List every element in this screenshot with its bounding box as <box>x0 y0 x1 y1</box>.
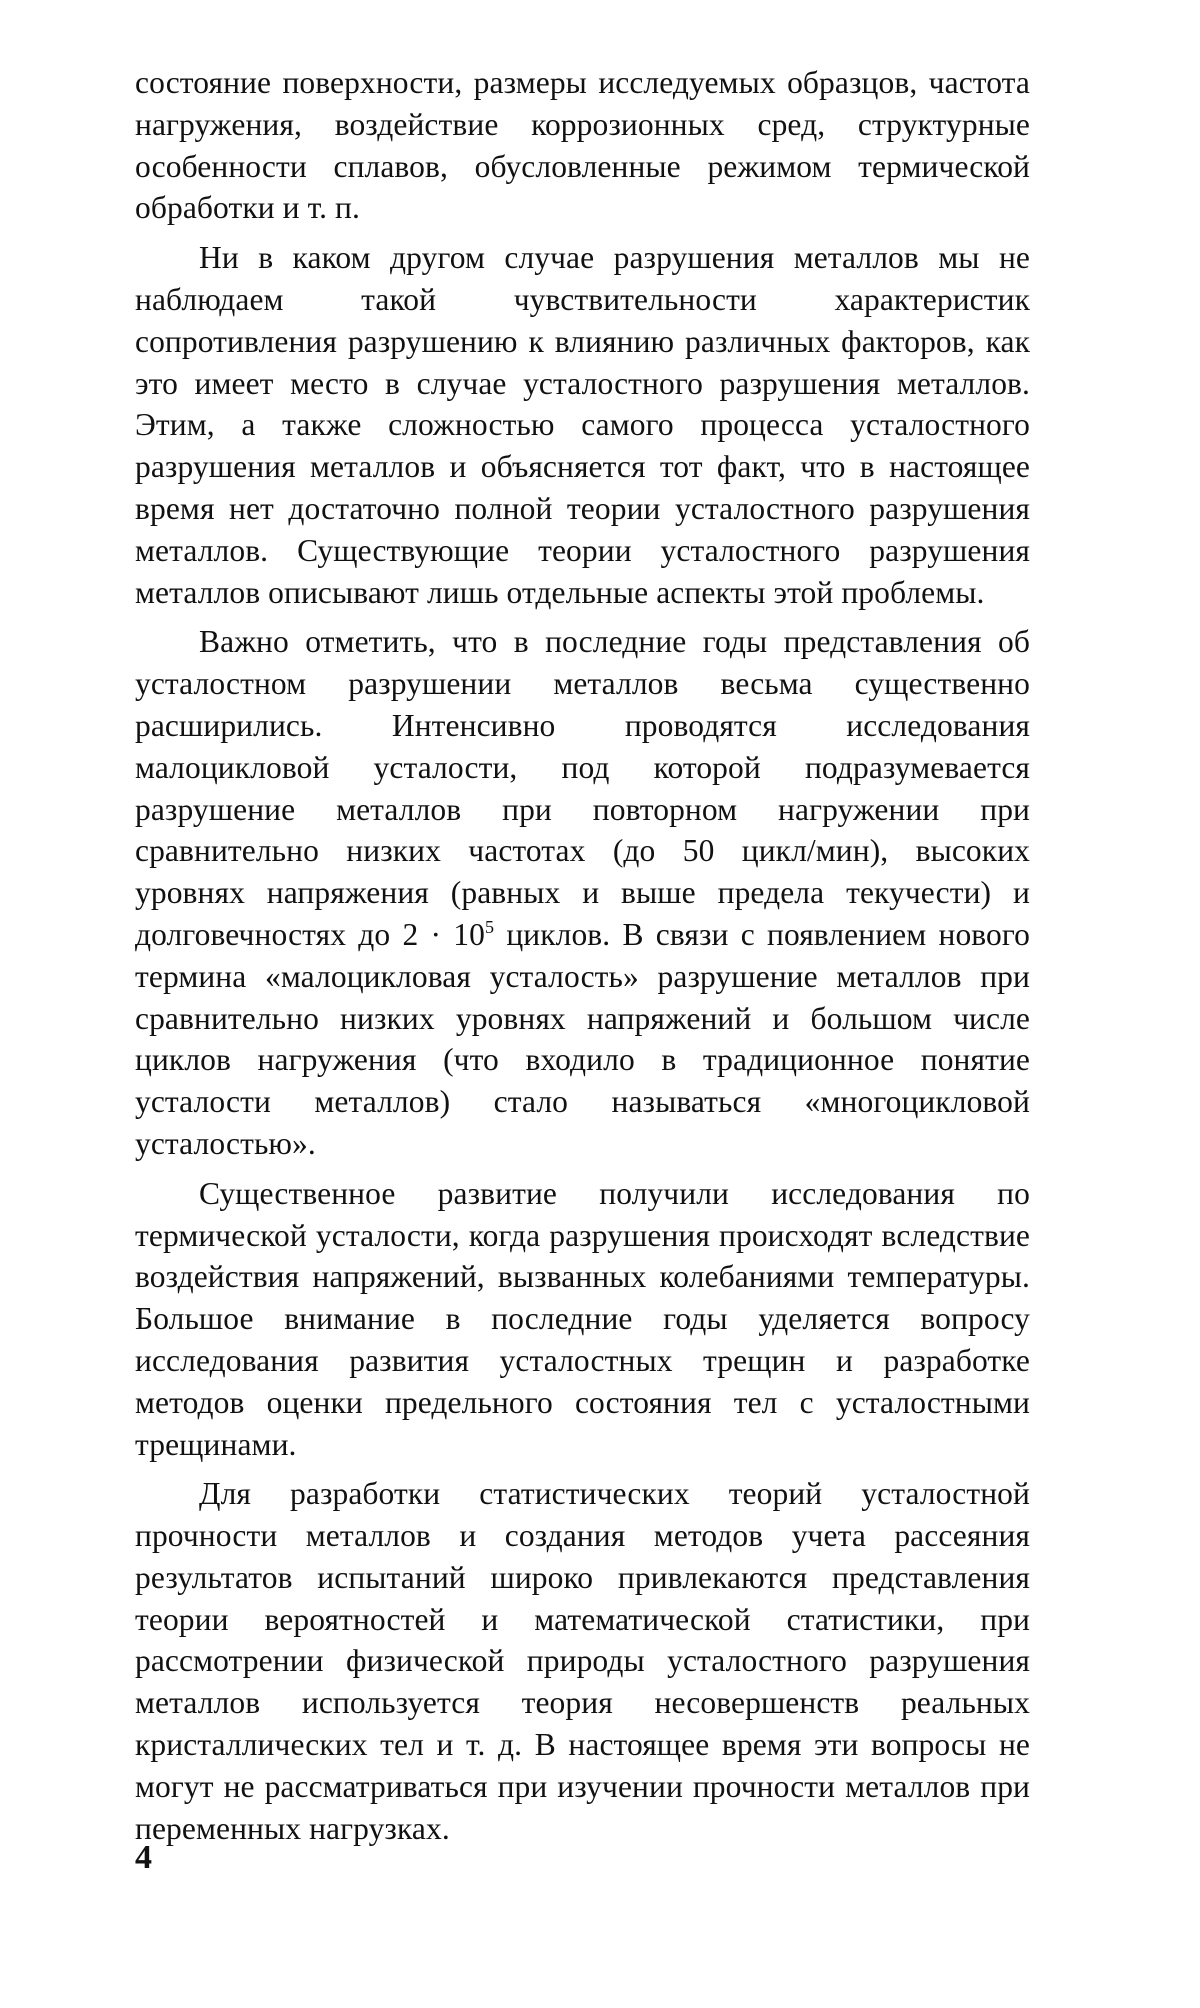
paragraph-3-superscript: 5 <box>485 916 495 937</box>
paragraph-5: Для разработки статистических теорий усталостной прочности металлов и создания методов учета рассеяния результатов испытаний широко привлекаются представления теории вероятностей и математической статистики, при рассмотрении физической природы усталостного разрушения металлов используется теория несовершенств реальных кристаллических тел и т. д. В настоящее время эти вопросы не могут не рассматриваться при изучении прочности металлов при переменных нагрузках. <box>135 1476 1030 1846</box>
paragraph-2: Ни в каком другом случае разрушения металлов мы не наблюдаем такой чувствительности характеристик сопротивления разрушению к влиянию различных факторов, как это имеет место в случае усталостного разрушения металлов. Этим, а также сложностью самого процесса усталостного разрушения металлов и объясняется тот факт, что в настоящее время нет достаточно полной теории усталостного разрушения металлов. Существующие теории усталостного разрушения металлов описывают лишь отдельные аспекты этой проблемы. <box>135 240 1030 610</box>
paragraph-3-text-after: циклов. В связи с появлением нового термина «малоцикловая усталость» разрушение металлов при сравнительно низких уровнях напряжений и большом числе циклов нагружения (что входило в традиционное понятие усталости металлов) стало называться «многоцикловой усталостью». <box>135 916 1030 1161</box>
paragraph-3-text-before: Важно отметить, что в последние годы представления об усталостном разрушении металлов весьма существенно расширились. Интенсивно проводятся исследования малоцикловой усталости, под которой подразумевается разрушение металлов при повторном нагружении при сравнительно низких частотах (до 50 цикл/мин), высоких уровнях напряжения (равных и выше предела текучести) и долговечностях до 2 · 10 <box>135 624 1030 952</box>
paragraph-1: состояние поверхности, размеры исследуемых образцов, частота нагружения, воздействие коррозионных сред, структурные особенности сплавов, обусловленные режимом термической обработки и т. п. <box>135 65 1030 226</box>
page-number: 4 <box>135 1839 152 1876</box>
paragraph-3 <box>135 621 1030 1164</box>
page-body <box>135 62 1030 1857</box>
paragraph-4: Существенное развитие получили исследования по термической усталости, когда разрушения происходят вследствие воздействия напряжений, вызванных колебаниями температуры. Большое внимание в последние годы уделяется вопросу исследования развития усталостных трещин и разработке методов оценки предельного состояния тел с усталостными трещинами. <box>135 1175 1030 1462</box>
